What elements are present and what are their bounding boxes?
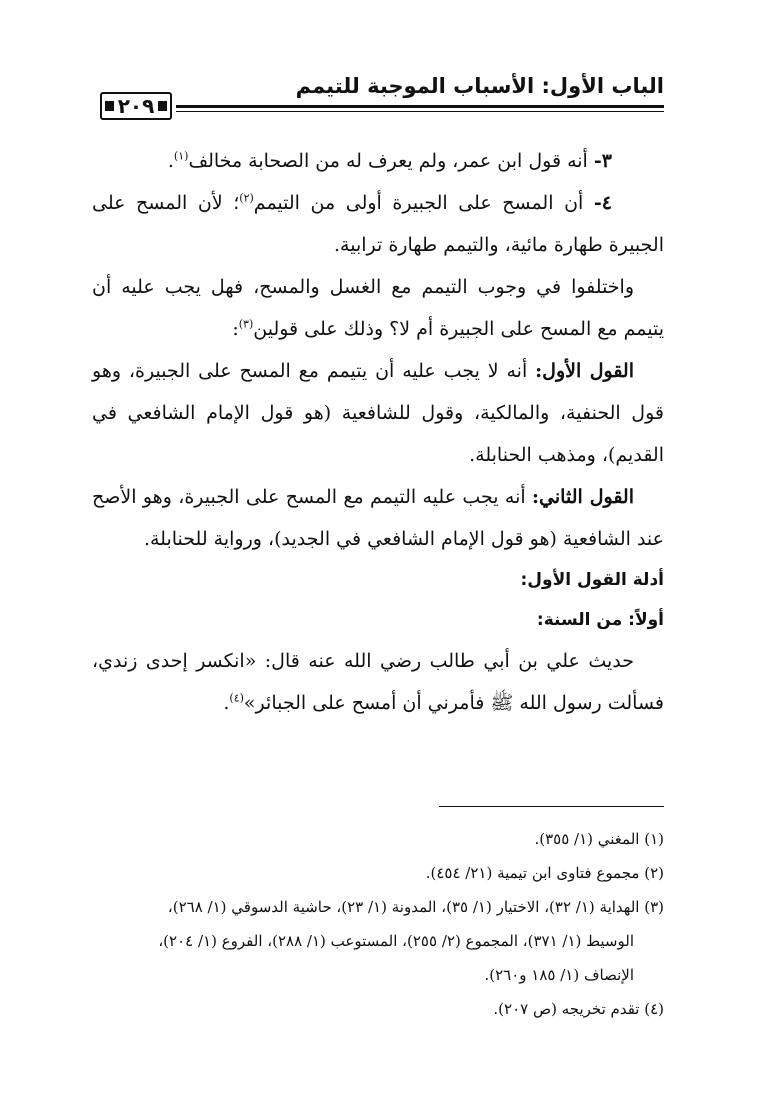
footnote-4: (٤) تقدم تخريجه (ص ٢٠٧). [493, 1000, 664, 1018]
paragraph-disagreement [92, 266, 664, 350]
opinion-label: القول الثاني: [532, 486, 634, 508]
footnote-3: (٣) الهداية (١/ ٣٢)، الاختيار (١/ ٣٥)، المدونة (١/ ٢٣)، حاشية الدسوقي (١/ ٢٦٨)، [167, 898, 664, 916]
footnote-separator [439, 806, 664, 807]
page-header [100, 72, 664, 122]
paragraph-opinion-2 [92, 476, 664, 560]
heading-sunnah: أولاً: من السنة: [536, 610, 664, 630]
item-text: أن المسح على الجبيرة أولى من التيمم [253, 192, 584, 214]
chapter-title: الباب الأول: الأسباب الموجبة للتيمم [295, 74, 664, 98]
item-text: أنه قول ابن عمر، ولم يعرف له من الصحابة مخالف [188, 150, 588, 172]
main-text [92, 140, 664, 724]
item-end: . [167, 150, 174, 172]
footnote-ref: (٢) [239, 191, 254, 205]
heading-evidence: أدلة القول الأول: [520, 570, 664, 590]
footnote-ref: (٣) [238, 317, 254, 331]
hadith-end: . [223, 692, 230, 714]
list-item-4 [92, 182, 664, 266]
paragraph-end: : [232, 318, 239, 340]
header-rule-thin [176, 111, 664, 112]
footnote-ref: (١) [173, 149, 189, 163]
paragraph-text: واختلفوا في وجوب التيمم مع الغسل والمسح، فهل يجب عليه أن يتيمم مع المسح على الجبيرة أم لا؟ وذلك على قولين [92, 276, 664, 340]
paragraph-opinion-1 [92, 350, 664, 476]
footnote-2: (٢) مجموع فتاوى ابن تيمية (٢١/ ٤٥٤). [425, 864, 664, 882]
item-text-cont: ؛ لأن المسح على الجبيرة طهارة مائية، والتيمم طهارة ترابية. [92, 192, 664, 256]
footnote-ref: (٤) [229, 691, 244, 705]
opinion-text: أنه يجب عليه التيمم مع المسح على الجبيرة، وهو الأصح عند الشافعية (هو قول الإمام الشافعي في الجديد)، ورواية للحنابلة. [92, 486, 664, 550]
hadith-text: حديث علي بن أبي طالب رضي الله عنه قال: «انكسر إحدى زندي، فسألت رسول الله ﷺ فأمرني أن أمسح على الجبائر» [92, 650, 664, 714]
footnote-1: (١) المغني (١/ ٣٥٥). [534, 830, 664, 848]
footnote-3-cont: الوسيط (١/ ٣٧١)، المجموع (٢/ ٢٥٥)، المستوعب (١/ ٢٨٨)، الفروع (١/ ٢٠٤)، [158, 932, 634, 950]
opinion-label: القول الأول: [535, 360, 634, 382]
footnotes [92, 822, 664, 1026]
page-number: ٢٠٩ [100, 92, 172, 120]
header-rule-thick [176, 105, 664, 108]
item-number: ٣- [593, 150, 612, 172]
list-item-3 [92, 140, 664, 182]
item-number: ٤- [593, 192, 612, 214]
opinion-text: أنه لا يجب عليه أن يتيمم مع المسح على الجبيرة، وهو قول الحنفية، والمالكية، وقول للشافعية (هو قول الإمام الشافعي في القديم)، ومذهب الحنابلة. [92, 360, 664, 466]
footnote-3-cont: الإنصاف (١/ ١٨٥ و٢٦٠). [484, 966, 634, 984]
paragraph-hadith [92, 640, 664, 724]
